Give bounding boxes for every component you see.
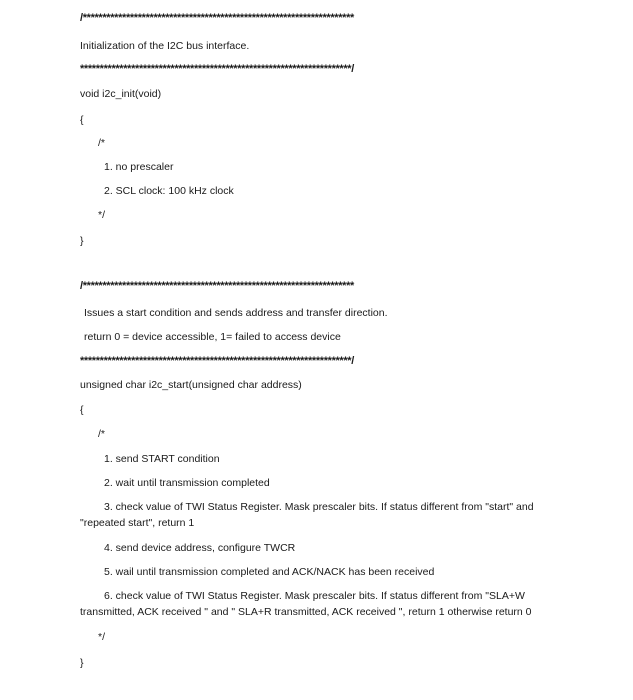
function-signature: unsigned char i2c_start(unsigned char address) — [80, 379, 302, 391]
comment-header-close: *********************************************************************/ — [80, 63, 354, 75]
comment-open: /* — [98, 137, 106, 149]
comment-step: 5. wail until transmission completed and ACK/NACK has been received — [104, 566, 435, 578]
close-brace: } — [80, 235, 84, 247]
function-signature: void i2c_init(void) — [80, 88, 162, 100]
comment-step: 2. wait until transmission completed — [104, 477, 270, 489]
comment-close: */ — [98, 631, 106, 643]
comment-step: 3. check value of TWI Status Register. Mask prescaler bits. If status different from "start" and — [104, 501, 534, 513]
comment-step: 2. SCL clock: 100 kHz clock — [104, 185, 234, 197]
comment-step: 6. check value of TWI Status Register. Mask prescaler bits. If status different from "SLA+W — [104, 590, 525, 602]
comment-open: /* — [98, 428, 106, 440]
comment-header-open: /********************************************************************* — [80, 12, 354, 24]
close-brace: } — [80, 657, 84, 669]
comment-step: 4. send device address, configure TWCR — [104, 542, 296, 554]
block-description: Initialization of the I2C bus interface. — [80, 40, 250, 52]
block-description: return 0 = device accessible, 1= failed to access device — [84, 331, 341, 343]
comment-step: 1. send START condition — [104, 453, 220, 465]
comment-close: */ — [98, 209, 106, 221]
comment-step-continuation: "repeated start", return 1 — [80, 517, 195, 529]
open-brace: { — [80, 404, 84, 416]
block-description: Issues a start condition and sends address and transfer direction. — [84, 307, 388, 319]
comment-step: 1. no prescaler — [104, 161, 174, 173]
comment-header-close: *********************************************************************/ — [80, 355, 354, 367]
comment-step-continuation: transmitted, ACK received " and " SLA+R transmitted, ACK received ", return 1 otherwise return 0 — [80, 606, 532, 618]
open-brace: { — [80, 114, 84, 126]
comment-header-open: /********************************************************************* — [80, 280, 354, 292]
